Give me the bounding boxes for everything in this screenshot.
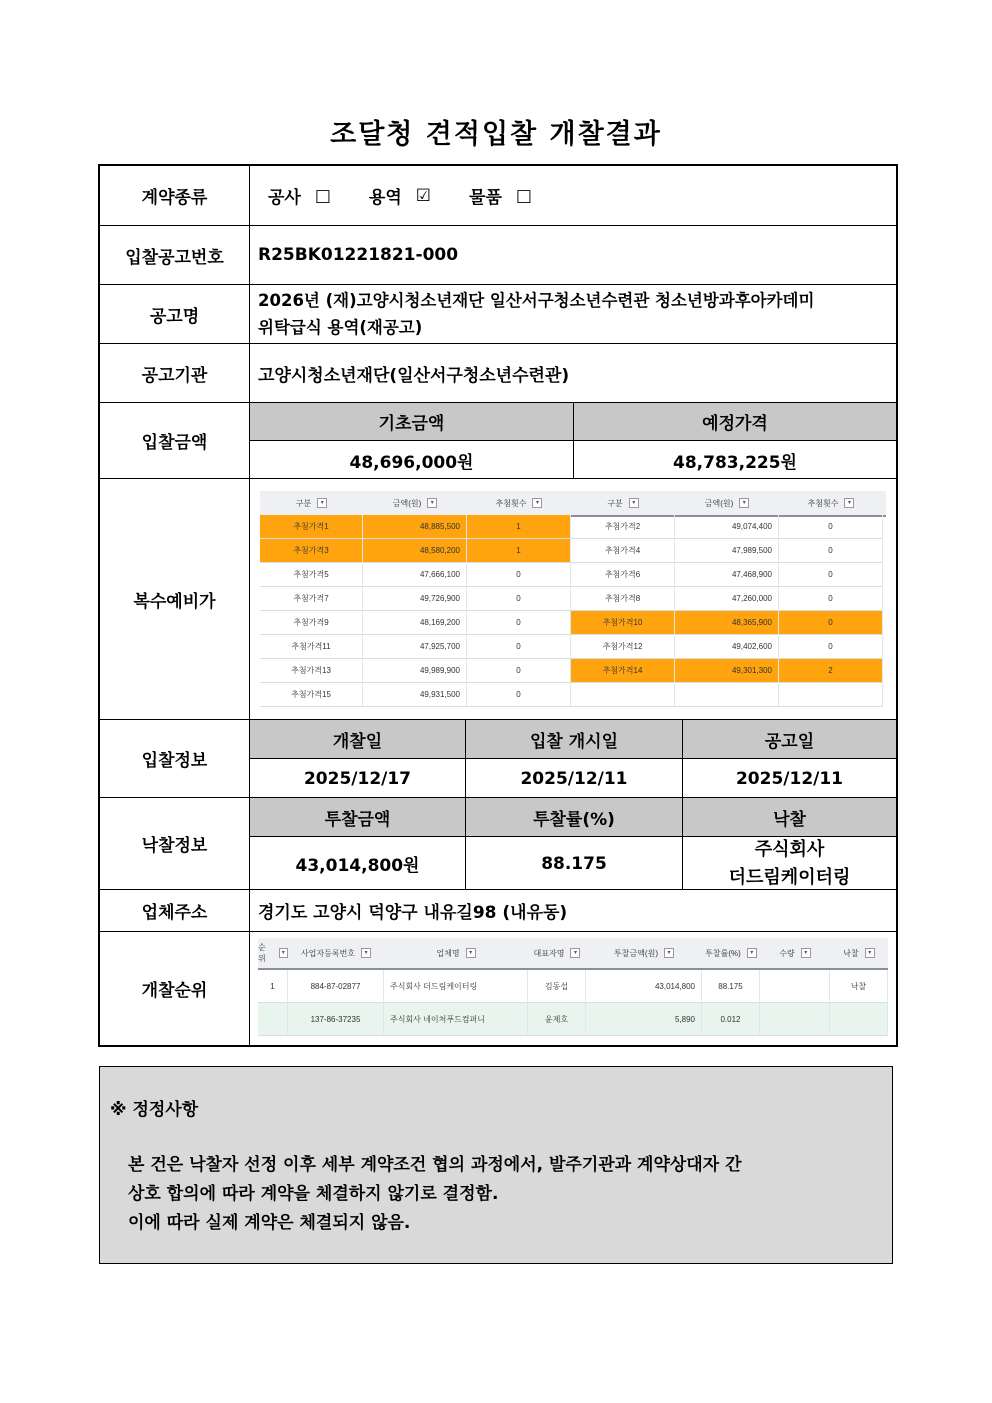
price-cell: 0 <box>467 659 571 683</box>
winner-line-2: 더드림케이터링 <box>728 866 851 888</box>
filter-dropdown-icon[interactable]: ▾ <box>747 948 757 958</box>
contract-type-options <box>250 166 896 225</box>
price-cell: 0 <box>779 611 883 635</box>
table-row-cell: 137-86-37235 <box>288 1003 384 1036</box>
base-amount-header: 기초금액 <box>250 403 574 441</box>
checkbox-icon: □ <box>314 185 331 206</box>
filter-dropdown-icon[interactable]: ▾ <box>427 498 437 508</box>
correction-line-2: 상호 합의에 따라 계약을 체결하지 않기로 결정함. <box>128 1184 499 1204</box>
column-header-label: 추첨횟수 <box>495 498 527 508</box>
ranking-row <box>100 932 896 1045</box>
option-construction: 공사 <box>268 188 301 208</box>
price-cell: 추첨가격12 <box>571 635 675 659</box>
column-header-label: 낙찰 <box>843 948 859 958</box>
column-header-label: 사업자등록번호 <box>300 948 356 958</box>
price-cell: 추첨가격9 <box>260 611 363 635</box>
award-info-grid <box>250 798 896 889</box>
table-row-cell: 낙찰 <box>830 970 888 1003</box>
price-cell: 추첨가격5 <box>260 563 363 587</box>
multi-price-row <box>100 479 896 720</box>
page-title: 조달청 견적입찰 개찰결과 <box>330 119 662 150</box>
price-cell: 0 <box>467 635 571 659</box>
column-header-label: 투찰금액(원) <box>614 948 658 958</box>
agency-value: 고양시청소년재단(일산서구청소년수련관) <box>258 365 570 386</box>
price-cell: 47,925,700 <box>363 635 467 659</box>
price-cell: 48,365,900 <box>675 611 779 635</box>
price-cell <box>675 683 779 707</box>
column-header[interactable] <box>467 491 571 515</box>
bid-info-label: 입찰정보 <box>100 720 250 797</box>
multi-price-table <box>260 491 886 709</box>
winner-header: 낙찰 <box>683 798 896 837</box>
award-info-row <box>100 798 896 890</box>
notice-name-label: 공고명 <box>100 285 250 343</box>
table-row-cell: 0.012 <box>702 1003 760 1036</box>
correction-line-1: 본 건은 낙찰자 선정 이후 세부 계약조건 협의 과정에서, 발주기관과 계약상대자 간 <box>128 1155 742 1175</box>
correction-notice-body <box>128 1151 742 1238</box>
price-cell: 47,260,000 <box>675 587 779 611</box>
bid-amount-grid <box>250 403 896 478</box>
table-row-cell: 윤제호 <box>528 1003 586 1036</box>
table-row-cell <box>258 1003 288 1036</box>
column-header[interactable] <box>363 491 467 515</box>
price-cell: 1 <box>467 515 571 539</box>
correction-line-3: 이에 따라 실제 계약은 체결되지 않음. <box>128 1213 411 1233</box>
opening-date-value: 2025/12/17 <box>250 759 466 798</box>
notice-date-header: 공고일 <box>683 720 896 759</box>
address-row <box>100 890 896 932</box>
price-cell: 추첨가격13 <box>260 659 363 683</box>
price-cell: 추첨가격1 <box>260 515 363 539</box>
price-cell: 추첨가격8 <box>571 587 675 611</box>
price-cell: 47,666,100 <box>363 563 467 587</box>
price-cell: 추첨가격10 <box>571 611 675 635</box>
notice-number-label: 입찰공고번호 <box>100 226 250 284</box>
column-header-label: 수량 <box>779 948 795 958</box>
price-cell: 추첨가격15 <box>260 683 363 707</box>
checked-checkbox-icon: ☑ <box>415 185 432 206</box>
ranking-header <box>258 938 888 970</box>
price-cell: 48,580,200 <box>363 539 467 563</box>
price-cell: 0 <box>779 515 883 539</box>
contract-type-row <box>100 166 896 226</box>
bid-rate-value: 88.175 <box>466 837 683 890</box>
price-cell: 추첨가격6 <box>571 563 675 587</box>
filter-dropdown-icon[interactable]: ▾ <box>317 498 327 508</box>
filter-dropdown-icon[interactable]: ▾ <box>664 948 674 958</box>
column-header[interactable] <box>260 491 363 515</box>
column-header-label: 금액(원) <box>704 498 734 508</box>
table-row-cell: 884-87-02877 <box>288 970 384 1003</box>
table-row-cell: 88.175 <box>702 970 760 1003</box>
price-cell: 0 <box>779 563 883 587</box>
opening-date-header: 개찰일 <box>250 720 466 759</box>
table-row-cell <box>760 970 830 1003</box>
price-cell: 49,726,900 <box>363 587 467 611</box>
bid-rate-header: 투찰률(%) <box>466 798 683 837</box>
filter-dropdown-icon[interactable]: ▾ <box>466 948 476 958</box>
bid-amount-header: 투찰금액 <box>250 798 466 837</box>
column-header[interactable] <box>288 938 384 968</box>
table-row-cell: 43,014,800 <box>586 970 702 1003</box>
address-value: 경기도 고양시 덕양구 내유길98 (내유동) <box>258 903 568 923</box>
table-row-cell: 주식회사 더드림케이터링 <box>384 970 528 1003</box>
filter-dropdown-icon[interactable]: ▾ <box>865 948 875 958</box>
option-goods: 물품 <box>469 188 502 208</box>
filter-dropdown-icon[interactable]: ▾ <box>570 948 580 958</box>
column-header-label: 업체명 <box>436 948 460 958</box>
table-row-cell <box>830 1003 888 1036</box>
column-header[interactable] <box>830 938 888 968</box>
price-cell: 추첨가격11 <box>260 635 363 659</box>
column-header[interactable] <box>528 938 586 968</box>
filter-dropdown-icon[interactable]: ▾ <box>844 498 854 508</box>
column-header[interactable] <box>258 938 288 968</box>
column-header-label: 대표자명 <box>533 948 565 958</box>
column-header[interactable] <box>779 491 883 515</box>
correction-notice <box>99 1066 893 1264</box>
column-header-label: 금액(원) <box>392 498 422 508</box>
column-header[interactable] <box>760 938 830 968</box>
address-label: 업체주소 <box>100 890 250 931</box>
winner-line-1: 주식회사 <box>754 838 825 860</box>
column-header-label: 구분 <box>295 498 312 508</box>
price-cell: 0 <box>779 635 883 659</box>
price-cell: 0 <box>467 611 571 635</box>
notice-number-value: R25BK01221821-000 <box>258 245 459 265</box>
notice-number-row <box>100 226 896 285</box>
estimated-price-value: 48,783,225원 <box>673 452 797 473</box>
price-cell: 0 <box>779 587 883 611</box>
price-cell: 48,169,200 <box>363 611 467 635</box>
table-row-cell: 주식회사 네이처푸드컴퍼니 <box>384 1003 528 1036</box>
price-cell: 0 <box>467 587 571 611</box>
correction-notice-title: ※ 정정사항 <box>110 1100 199 1120</box>
price-cell: 추첨가격7 <box>260 587 363 611</box>
bid-start-date-value: 2025/12/11 <box>466 759 683 798</box>
ranking-label: 개찰순위 <box>100 932 250 1045</box>
notice-name-line-1: 2026년 (재)고양시청소년재단 일산서구청소년수련관 청소년방과후아카데미 <box>258 291 815 310</box>
column-header-label: 구분 <box>607 498 623 508</box>
column-header[interactable] <box>586 938 702 968</box>
notice-date-value: 2025/12/11 <box>735 768 844 789</box>
price-cell: 49,074,400 <box>675 515 779 539</box>
bid-start-date-header: 입찰 개시일 <box>466 720 683 759</box>
column-header[interactable] <box>384 938 528 968</box>
price-cell: 49,931,500 <box>363 683 467 707</box>
column-header-label: 순위 <box>258 943 266 963</box>
column-header-label: 투찰률(%) <box>705 948 741 958</box>
price-cell: 추첨가격4 <box>571 539 675 563</box>
multi-price-header <box>260 491 886 517</box>
table-row-cell: 5,890 <box>586 1003 702 1036</box>
price-cell <box>779 683 883 707</box>
price-cell: 49,989,900 <box>363 659 467 683</box>
filter-dropdown-icon[interactable]: ▾ <box>629 498 639 508</box>
filter-dropdown-icon[interactable]: ▾ <box>361 948 371 958</box>
price-cell: 0 <box>467 683 571 707</box>
price-cell: 추첨가격3 <box>260 539 363 563</box>
bid-info-grid <box>250 720 896 797</box>
ranking-table <box>258 938 888 1038</box>
price-cell: 47,989,500 <box>675 539 779 563</box>
award-info-label: 낙찰정보 <box>100 798 250 889</box>
filter-dropdown-icon[interactable]: ▾ <box>279 948 289 958</box>
winner-value <box>683 837 896 890</box>
multi-price-label: 복수예비가 <box>100 479 250 719</box>
column-header[interactable] <box>571 491 675 515</box>
notice-name-row <box>100 285 896 344</box>
checkbox-icon: □ <box>515 185 532 206</box>
price-cell: 48,885,500 <box>363 515 467 539</box>
price-cell: 49,301,300 <box>675 659 779 683</box>
estimated-price-header: 예정가격 <box>574 403 896 441</box>
option-service: 용역 <box>368 188 402 208</box>
agency-row <box>100 344 896 403</box>
notice-name-value <box>250 285 896 343</box>
price-cell: 47,468,900 <box>675 563 779 587</box>
agency-label: 공고기관 <box>100 344 250 402</box>
contract-type-label: 계약종류 <box>100 166 250 225</box>
price-cell: 2 <box>779 659 883 683</box>
result-table <box>98 164 898 1047</box>
notice-name-line-2: 위탁급식 용역(재공고) <box>258 318 423 337</box>
column-header[interactable] <box>702 938 760 968</box>
price-cell <box>571 683 675 707</box>
base-amount-value: 48,696,000원 <box>250 441 574 479</box>
filter-dropdown-icon[interactable]: ▾ <box>801 948 811 958</box>
price-cell: 추첨가격2 <box>571 515 675 539</box>
table-row-cell: 1 <box>258 970 288 1003</box>
table-row-cell: 김동섭 <box>528 970 586 1003</box>
bid-amount-label: 입찰금액 <box>100 403 250 478</box>
price-cell: 추첨가격14 <box>571 659 675 683</box>
price-cell: 0 <box>779 539 883 563</box>
price-cell: 0 <box>467 563 571 587</box>
price-cell: 49,402,600 <box>675 635 779 659</box>
table-row-cell <box>760 1003 830 1036</box>
bid-amount-row <box>100 403 896 479</box>
column-header[interactable] <box>675 491 779 515</box>
bid-amount-value: 43,014,800원 <box>250 837 466 890</box>
bid-info-row <box>100 720 896 798</box>
filter-dropdown-icon[interactable]: ▾ <box>532 498 542 508</box>
price-cell: 1 <box>467 539 571 563</box>
filter-dropdown-icon[interactable]: ▾ <box>739 498 749 508</box>
column-header-label: 추첨횟수 <box>807 498 839 508</box>
